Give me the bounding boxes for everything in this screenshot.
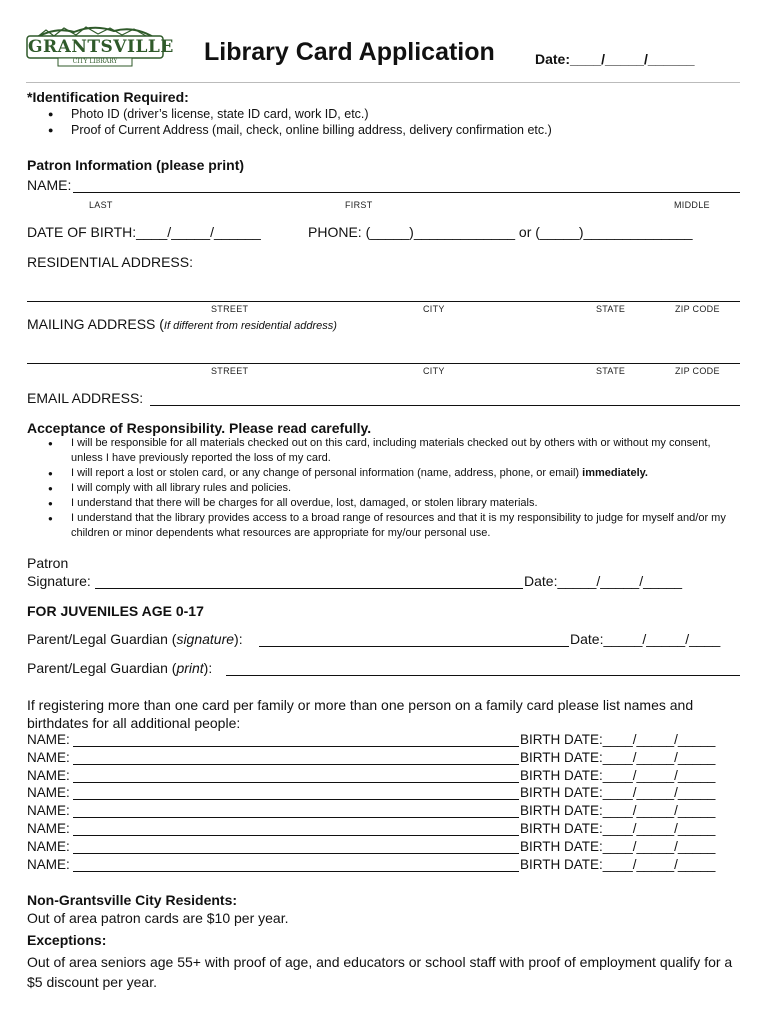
family-name-field[interactable] (73, 764, 519, 765)
cap-first: FIRST (345, 200, 373, 210)
nonres-heading: Non-Grantsville City Residents: (27, 892, 238, 908)
guardian-signature-field[interactable] (259, 646, 569, 647)
email-label: EMAIL ADDRESS: (27, 390, 144, 406)
family-member-row[interactable] (27, 750, 740, 768)
patron-signature-field[interactable] (95, 588, 523, 589)
cap-street: STREET (211, 366, 249, 376)
family-name-label: NAME: (27, 767, 70, 783)
family-birth-date[interactable]: BIRTH DATE:____/_____/_____ (520, 803, 716, 819)
res-address-label: RESIDENTIAL ADDRESS: (27, 254, 193, 270)
family-name-field[interactable] (73, 746, 519, 747)
list-item: ● Proof of Current Address (mail, check, online billing address, delivery confirmation etc.) (27, 122, 747, 138)
cap-zip: ZIP CODE (675, 304, 720, 314)
family-name-label: NAME: (27, 785, 70, 801)
emph-immediately: immediately. (582, 467, 648, 479)
acceptance-heading: Acceptance of Responsibility. Please read carefully. (27, 420, 372, 436)
list-item: ● I understand that the library provides access to a broad range of resources and that it is my responsibility to judge for myself and/or my children or minor dependents what resources are appropriate for my/our personal use. (27, 511, 739, 541)
mail-note: If different from residential address) (163, 320, 337, 332)
page-title: Library Card Application (204, 38, 495, 66)
id-list (27, 106, 747, 138)
list-item: ● I understand that there will be charges for all overdue, lost, damaged, or stolen library materials. (27, 496, 739, 511)
list-item: ● Photo ID (driver’s license, state ID card, work ID, etc.) (27, 106, 747, 122)
family-name-field[interactable] (73, 782, 519, 783)
header-rule (26, 82, 740, 83)
cap-state: STATE (596, 304, 626, 314)
family-name-label: NAME: (27, 732, 70, 747)
exceptions-text: Out of area seniors age 55+ with proof of age, and educators or school staff with proof of employment qualify for a $5 discount per year. (27, 954, 733, 990)
family-member-row[interactable] (27, 803, 740, 821)
dob-field[interactable]: DATE OF BIRTH:____/_____/______ (27, 224, 261, 240)
family-name-label: NAME: (27, 838, 70, 854)
cap-middle: MIDDLE (674, 200, 710, 210)
family-name-field[interactable] (73, 799, 519, 800)
family-member-row[interactable] (27, 839, 740, 857)
acceptance-list (27, 436, 739, 541)
juveniles-heading: FOR JUVENILES AGE 0-17 (27, 603, 204, 619)
sig-label-2: Signature: (27, 573, 91, 589)
cap-state: STATE (596, 366, 626, 376)
family-birth-date[interactable]: BIRTH DATE:____/_____/_____ (520, 856, 716, 872)
cap-last: LAST (89, 200, 113, 210)
family-intro: If registering more than one card per family or more than one person on a family card please list names and birthdates for all additional people: (27, 697, 694, 731)
family-birth-date[interactable]: BIRTH DATE:____/_____/_____ (520, 838, 716, 854)
family-birth-date[interactable]: BIRTH DATE:____/_____/_____ (520, 821, 716, 836)
family-name-field[interactable] (73, 835, 519, 836)
list-item: ● I will report a lost or stolen card, or any change of personal information (name, address, phone, or email) immediately. (27, 466, 739, 481)
family-name-label: NAME: (27, 803, 70, 819)
id-heading: *Identification Required: (27, 89, 189, 105)
family-member-row[interactable] (27, 785, 740, 803)
name-label: NAME: (27, 177, 72, 193)
patron-heading: Patron Information (please print) (27, 157, 245, 173)
signature-date[interactable]: Date:_____/_____/_____ (524, 573, 683, 589)
name-field[interactable] (73, 192, 740, 193)
family-member-row[interactable] (27, 768, 740, 786)
sig-label-1: Patron (27, 555, 69, 571)
guardian-date[interactable]: Date:_____/_____/____ (570, 631, 721, 647)
res-address-field[interactable] (27, 301, 740, 302)
family-name-field[interactable] (73, 817, 519, 818)
list-item: ● I will be responsible for all materials checked out on this card, including materials checked out by others with or without my consent, unless I have previously reported the loss of my card. (27, 436, 739, 466)
phone-field[interactable]: PHONE: (_____)_____________ or (_____)______________ (308, 224, 693, 240)
logo-name: GRANTSVILLE (28, 37, 174, 57)
email-field[interactable] (150, 405, 740, 406)
family-name-field[interactable] (73, 871, 519, 872)
family-birth-date[interactable]: BIRTH DATE:____/_____/_____ (520, 732, 716, 747)
family-member-row[interactable] (27, 857, 740, 875)
mail-address-label (27, 316, 337, 332)
nonres-fee: Out of area patron cards are $10 per year. (27, 910, 289, 926)
list-item: ● I will comply with all library rules and policies. (27, 481, 739, 496)
family-name-label: NAME: (27, 856, 70, 872)
cap-city: CITY (423, 304, 445, 314)
family-name-label: NAME: (27, 749, 70, 765)
exceptions-heading: Exceptions: (27, 932, 107, 948)
family-birth-date[interactable]: BIRTH DATE:____/_____/_____ (520, 749, 716, 765)
cap-city: CITY (423, 366, 445, 376)
mail-address-field[interactable] (27, 363, 740, 364)
family-name-field[interactable] (73, 853, 519, 854)
family-birth-date[interactable]: BIRTH DATE:____/_____/_____ (520, 767, 716, 783)
family-member-row[interactable] (27, 821, 740, 839)
family-birth-date[interactable]: BIRTH DATE:____/_____/_____ (520, 785, 716, 801)
family-name-label: NAME: (27, 821, 70, 836)
family-member-row[interactable] (27, 732, 740, 750)
logo-sub: CITY LIBRARY (72, 58, 118, 65)
mail-label: MAILING ADDRESS ( (27, 316, 164, 332)
guardian-print-field[interactable] (226, 675, 740, 676)
guardian-print-label: Parent/Legal Guardian (print): (27, 660, 213, 676)
library-logo (24, 22, 174, 70)
guardian-sig-label: Parent/Legal Guardian (signature): (27, 631, 243, 647)
header-date[interactable]: Date:____/_____/______ (535, 51, 695, 67)
cap-street: STREET (211, 304, 249, 314)
cap-zip: ZIP CODE (675, 366, 720, 376)
